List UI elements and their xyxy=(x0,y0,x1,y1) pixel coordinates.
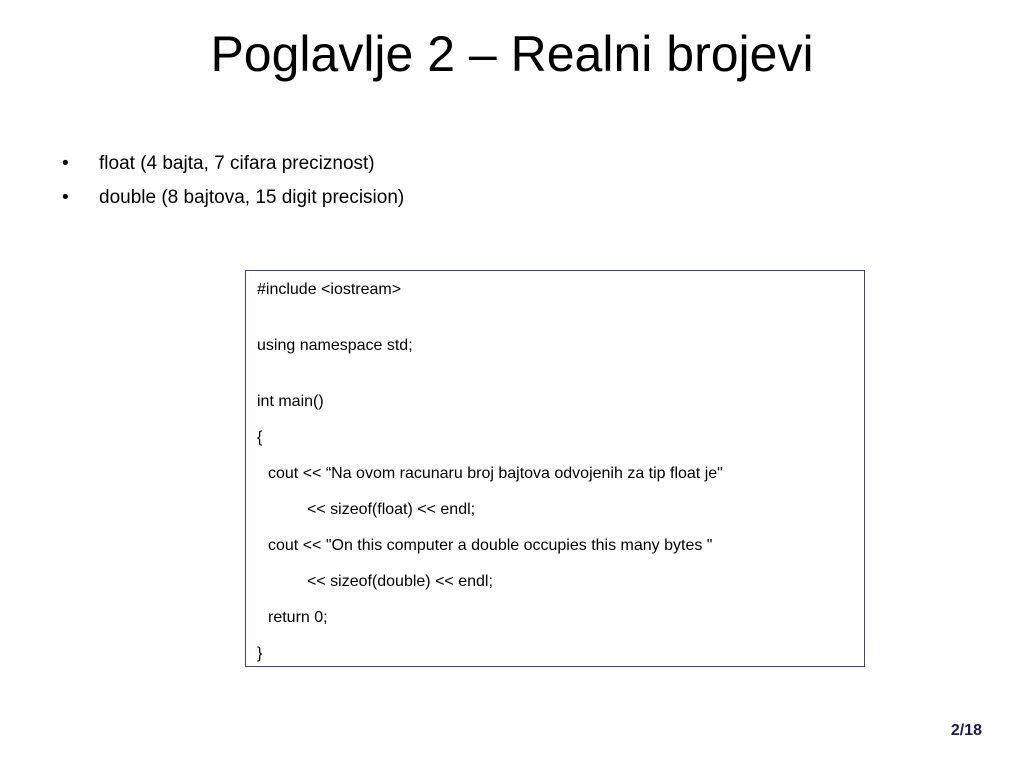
code-line: #include <iostream> xyxy=(257,281,402,298)
code-line: { xyxy=(257,429,263,446)
code-line: int main() xyxy=(257,393,324,410)
bullet-text: double (8 bajtova, 15 digit precision) xyxy=(99,187,405,208)
code-line: << sizeof(float) << endl; xyxy=(307,501,476,518)
bullet-dot-icon: • xyxy=(62,153,69,174)
code-line: return 0; xyxy=(268,609,328,626)
bullet-dot-icon: • xyxy=(62,187,69,208)
code-line: } xyxy=(257,645,263,662)
code-line: cout << "On this computer a double occupies this many bytes " xyxy=(268,537,713,554)
bullet-text: float (4 bajta, 7 cifara preciznost) xyxy=(99,153,375,174)
slide-title: Poglavlje 2 – Realni brojevi xyxy=(210,26,814,82)
code-line: cout << “Na ovom racunaru broj bajtova odvojenih za tip float je" xyxy=(268,465,723,482)
code-line: using namespace std; xyxy=(257,337,413,354)
code-box xyxy=(245,270,865,667)
bullet-item-double xyxy=(62,181,404,215)
bullet-list xyxy=(62,147,404,215)
page-number: 2/18 xyxy=(950,722,982,739)
bullet-item-float xyxy=(62,147,404,181)
code-line: << sizeof(double) << endl; xyxy=(307,573,493,590)
